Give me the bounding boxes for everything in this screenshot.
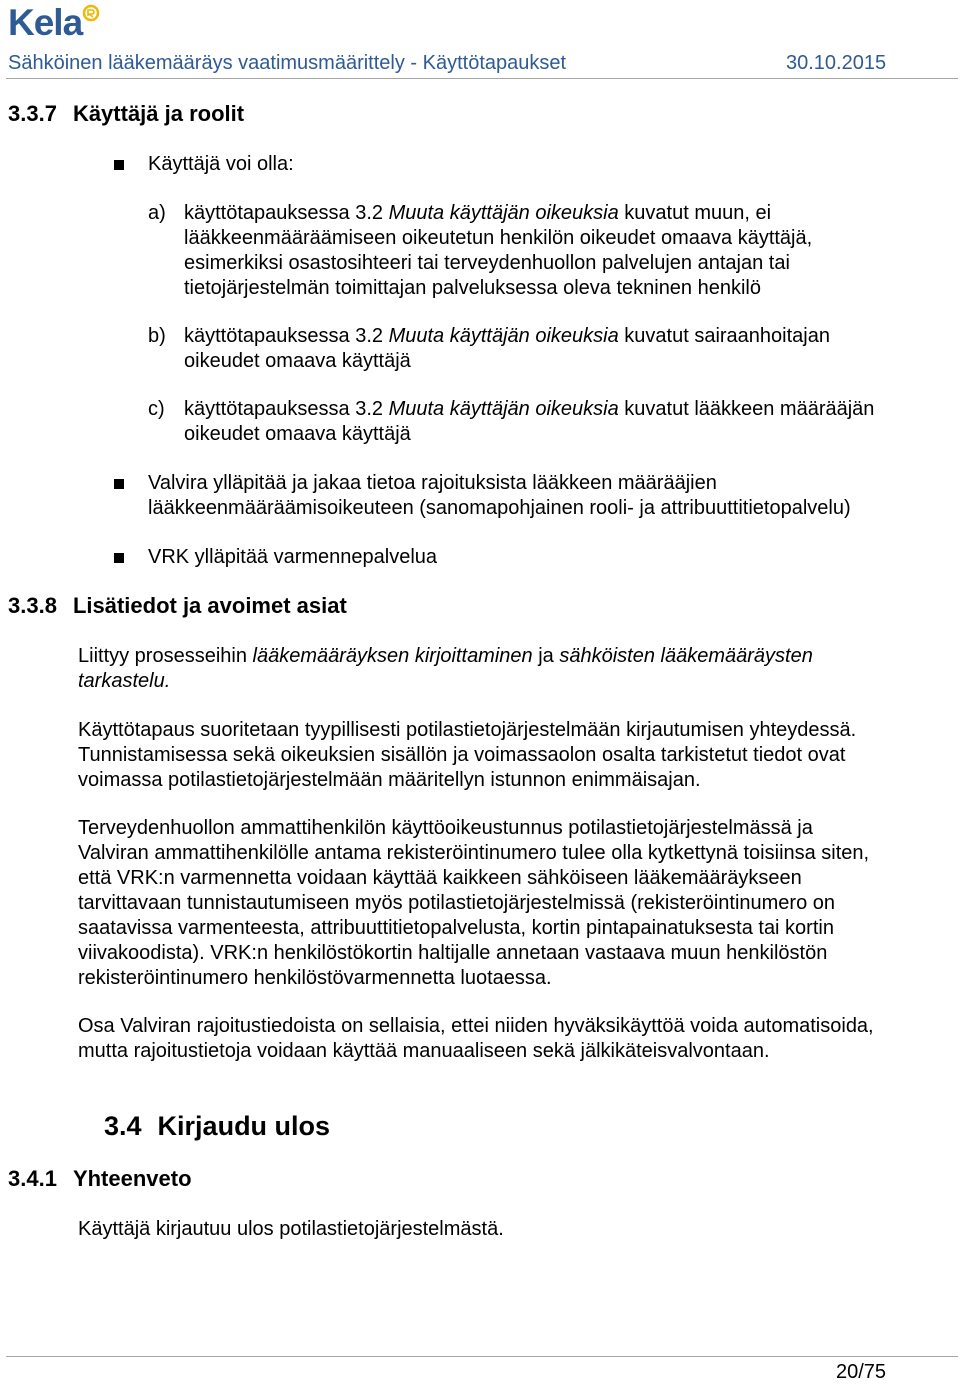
list-item-b-line2: oikeudet omaava käyttäjä xyxy=(184,350,411,372)
text-run: käyttötapauksessa 3.2 xyxy=(184,202,389,224)
heading-3-4-1 xyxy=(8,1165,192,1193)
paragraph-line: tarvittavaan tunnistautumiseen myös potilastietojärjestelmissä (rekisteröintinumero on xyxy=(78,892,836,914)
heading-number: 3.4 xyxy=(104,1111,142,1141)
page-number: 20/75 xyxy=(836,1361,887,1383)
bullet-text-line2: lääkkeenmääräämisoikeuteen (sanomapohjainen rooli- ja attribuuttitietopalvelu) xyxy=(148,497,851,519)
heading-3-3-7 xyxy=(8,100,244,128)
paragraph-line: voimassa potilastietojärjestelmään määritellyn istunnon enimmäisajan. xyxy=(78,769,701,791)
text-run: kuvatut sairaanhoitajan xyxy=(618,325,830,347)
bullet-text: VRK ylläpitää varmennepalvelua xyxy=(148,546,438,568)
heading-text: Kirjaudu ulos xyxy=(157,1111,331,1141)
list-item-b-line1 xyxy=(184,324,830,349)
paragraph-line: että VRK:n varmennetta voidaan käyttää kaikkeen sähköiseen lääkemääräykseen xyxy=(78,867,802,889)
header-divider xyxy=(6,78,958,79)
logo-mark-icon xyxy=(82,4,100,22)
bullet-square-icon xyxy=(114,479,124,489)
text-run: käyttötapauksessa 3.2 xyxy=(184,398,389,420)
list-item-a-line3: esimerkiksi osastosihteeri tai terveydenhuollon palvelujen antajan tai xyxy=(184,252,790,274)
bullet-text-line1: Valvira ylläpitää ja jakaa tietoa rajoituksista lääkkeen määrääjien xyxy=(148,472,717,494)
paragraph-line: mutta rajoitustietoja voidaan käyttää manuaaliseen sekä jälkikäteisvalvontaan. xyxy=(78,1040,770,1062)
paragraph-line: Tunnistamisessa sekä oikeuksien sisällön ja voimassaolon osalta tarkistetut tiedot ovat xyxy=(78,744,846,766)
bullet-square-icon xyxy=(114,160,124,170)
list-item-a-line2: lääkkeenmääräämiseen oikeutetun henkilön oikeudet omaava käyttäjä, xyxy=(184,227,813,249)
bullet-square-icon xyxy=(114,553,124,563)
paragraph-line: Valviran ammattihenkilölle antama rekisteröintinumero tulee olla kytkettynä toisiinsa siten, xyxy=(78,842,870,864)
text-run: ja xyxy=(532,645,560,667)
paragraph-line: Käyttötapaus suoritetaan tyypillisesti potilastietojärjestelmään kirjautumisen yhteydessä. xyxy=(78,719,857,741)
paragraph-line: rekisteröintinumero henkilöstövarmennetta luotaessa. xyxy=(78,967,552,989)
list-item-a-line4: tietojärjestelmän toimittajan palveluksessa oleva tekninen henkilö xyxy=(184,277,761,299)
text-run: käyttötapauksessa 3.2 xyxy=(184,325,389,347)
heading-text: Lisätiedot ja avoimet asiat xyxy=(72,593,347,618)
heading-3-4 xyxy=(104,1110,330,1142)
heading-text: Käyttäjä ja roolit xyxy=(72,101,245,126)
list-item-c-line1 xyxy=(184,397,874,422)
paragraph-line: Osa Valviran rajoitustiedoista on sellaisia, ettei niiden hyväksikäyttöä voida automatisoida, xyxy=(78,1015,874,1037)
list-label-c: c) xyxy=(148,398,165,420)
text-run: Liittyy prosesseihin xyxy=(78,645,253,667)
italic-ref: sähköisten lääkemääräysten xyxy=(559,645,813,667)
text-run: kuvatut lääkkeen määrääjän xyxy=(618,398,875,420)
paragraph-line: Käyttäjä kirjautuu ulos potilastietojärjestelmästä. xyxy=(78,1218,504,1240)
document-title: Sähköinen lääkemääräys vaatimusmäärittely - Käyttötapaukset xyxy=(8,52,567,74)
italic-ref: Muuta käyttäjän oikeuksia xyxy=(388,202,619,224)
paragraph-line xyxy=(78,669,170,694)
list-item-a-line1 xyxy=(184,201,771,226)
italic-ref: Muuta käyttäjän oikeuksia xyxy=(388,398,619,420)
paragraph-line xyxy=(78,644,813,669)
list-item-c-line2: oikeudet omaava käyttäjä xyxy=(184,423,411,445)
heading-text: Yhteenveto xyxy=(72,1166,192,1191)
heading-3-3-8 xyxy=(8,592,347,620)
italic-ref: tarkastelu. xyxy=(78,670,171,692)
heading-number: 3.3.8 xyxy=(8,593,57,618)
paragraph-line: viivakoodista). VRK:n henkilöstökortin haltijalle annetaan vastaava muun henkilöstön xyxy=(78,942,828,964)
logo-text: Kela xyxy=(8,2,83,43)
paragraph-line: Terveydenhuollon ammattihenkilön käyttöoikeustunnus potilastietojärjestelmässä ja xyxy=(78,817,813,839)
paragraph-line: saatavissa varmenteesta, attribuuttitietopalvelusta, kortin pintapainatuksesta tai kortin xyxy=(78,917,834,939)
bullet-text: Käyttäjä voi olla: xyxy=(148,153,294,175)
footer-divider xyxy=(6,1356,958,1357)
list-label-a: a) xyxy=(148,202,166,224)
italic-ref: Muuta käyttäjän oikeuksia xyxy=(388,325,619,347)
text-run: kuvatut muun, ei xyxy=(618,202,772,224)
list-label-b: b) xyxy=(148,325,166,347)
document-date: 30.10.2015 xyxy=(786,52,887,74)
heading-number: 3.3.7 xyxy=(8,101,57,126)
kela-logo xyxy=(8,2,98,44)
heading-number: 3.4.1 xyxy=(8,1166,57,1191)
italic-ref: lääkemääräyksen kirjoittaminen xyxy=(252,645,533,667)
